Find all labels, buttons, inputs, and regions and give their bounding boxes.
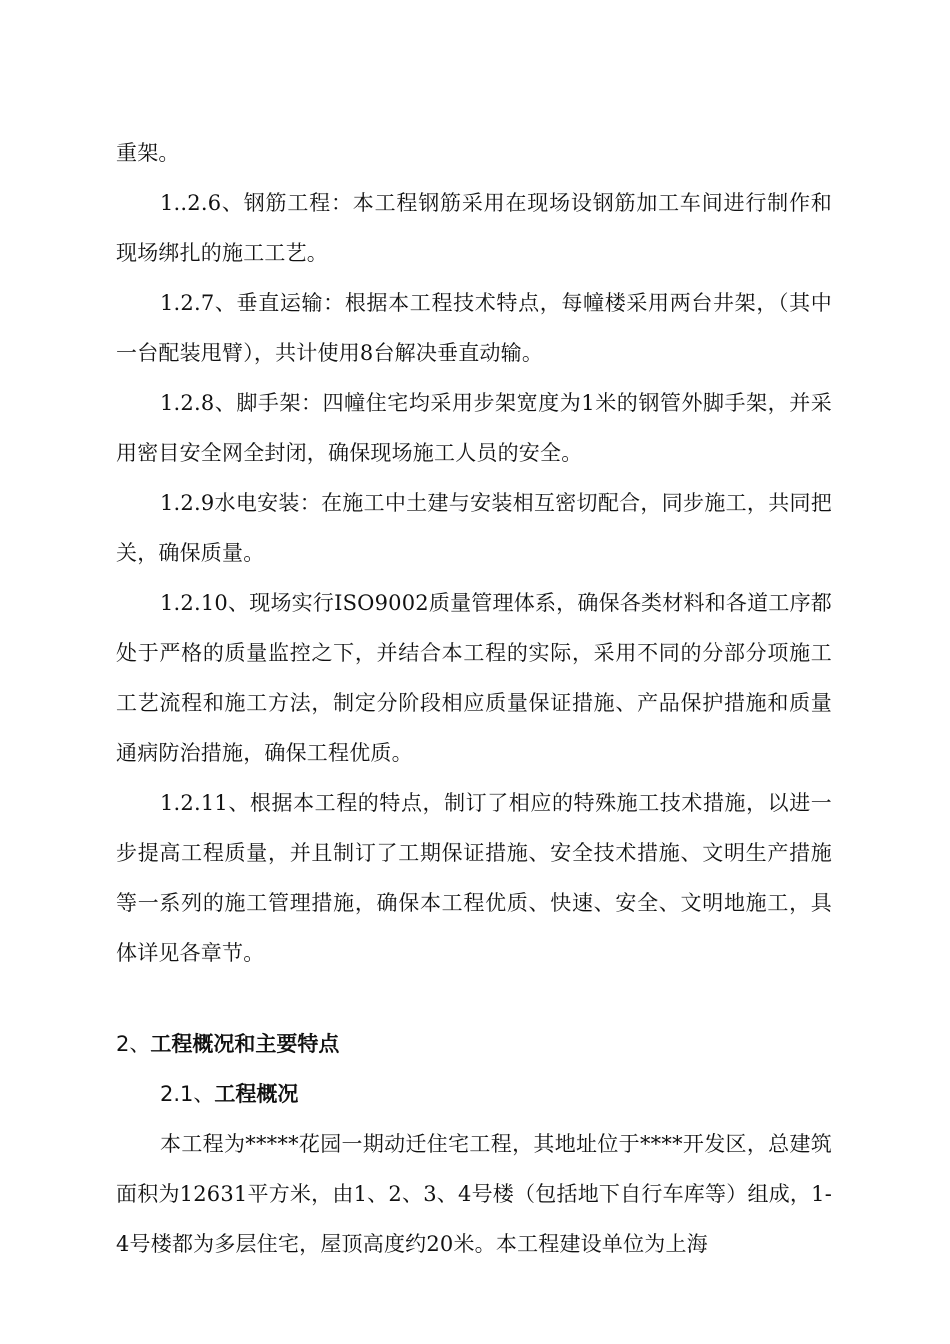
paragraph-scaffolding: 1.2.8、脚手架：四幢住宅均采用步架宽度为1米的钢管外脚手架，并采用密目安全网全封闭，确保现场施工人员的安全。 [116, 391, 832, 465]
section-heading-number: 2、 [116, 1032, 151, 1056]
paragraph-plumbing-electrical: 1.2.9水电安装：在施工中土建与安装相互密切配合，同步施工，共同把关，确保质量。 [116, 491, 832, 565]
paragraph-continuation: 重架。 [116, 141, 180, 165]
subsection-heading-title: 工程概况 [214, 1082, 299, 1106]
paragraph-rebar-works: 1..2.6、钢筋工程：本工程钢筋采用在现场设钢筋加工车间进行制作和现场绑扎的施工工艺。 [116, 191, 832, 265]
paragraph-vertical-transport: 1.2.7、垂直运输：根据本工程技术特点，每幢楼采用两台井架，（其中一台配装甩臂），共计使用8台解决垂直动输。 [116, 291, 832, 365]
subsection-heading-number: 2.1、 [160, 1082, 215, 1106]
section-heading [116, 1019, 832, 1069]
paragraph-quality-system: 1.2.10、现场实行ISO9002质量管理体系，确保各类材料和各道工序都处于严格的质量监控之下，并结合本工程的实际，采用不同的分部分项施工工艺流程和施工方法，制定分阶段相应质量保证措施、产品保护措施和质量通病防治措施，确保工程优质。 [116, 591, 832, 765]
subsection-heading [116, 1069, 832, 1119]
document-body [116, 128, 832, 1269]
section-heading-title: 工程概况和主要特点 [150, 1032, 340, 1056]
paragraph-special-measures: 1.2.11、根据本工程的特点，制订了相应的特殊施工技术措施，以进一步提高工程质量，并且制订了工期保证措施、安全技术措施、文明生产措施等一系列的施工管理措施，确保本工程优质、快速、安全、文明地施工，具体详见各章节。 [116, 791, 832, 965]
paragraph-project-overview: 本工程为*****花园一期动迁住宅工程，其地址位于****开发区，总建筑面积为12631平方米，由1、2、3、4号楼（包括地下自行车库等）组成，1-4号楼都为多层住宅，屋顶高度约20米。本工程建设单位为上海 [116, 1132, 832, 1256]
